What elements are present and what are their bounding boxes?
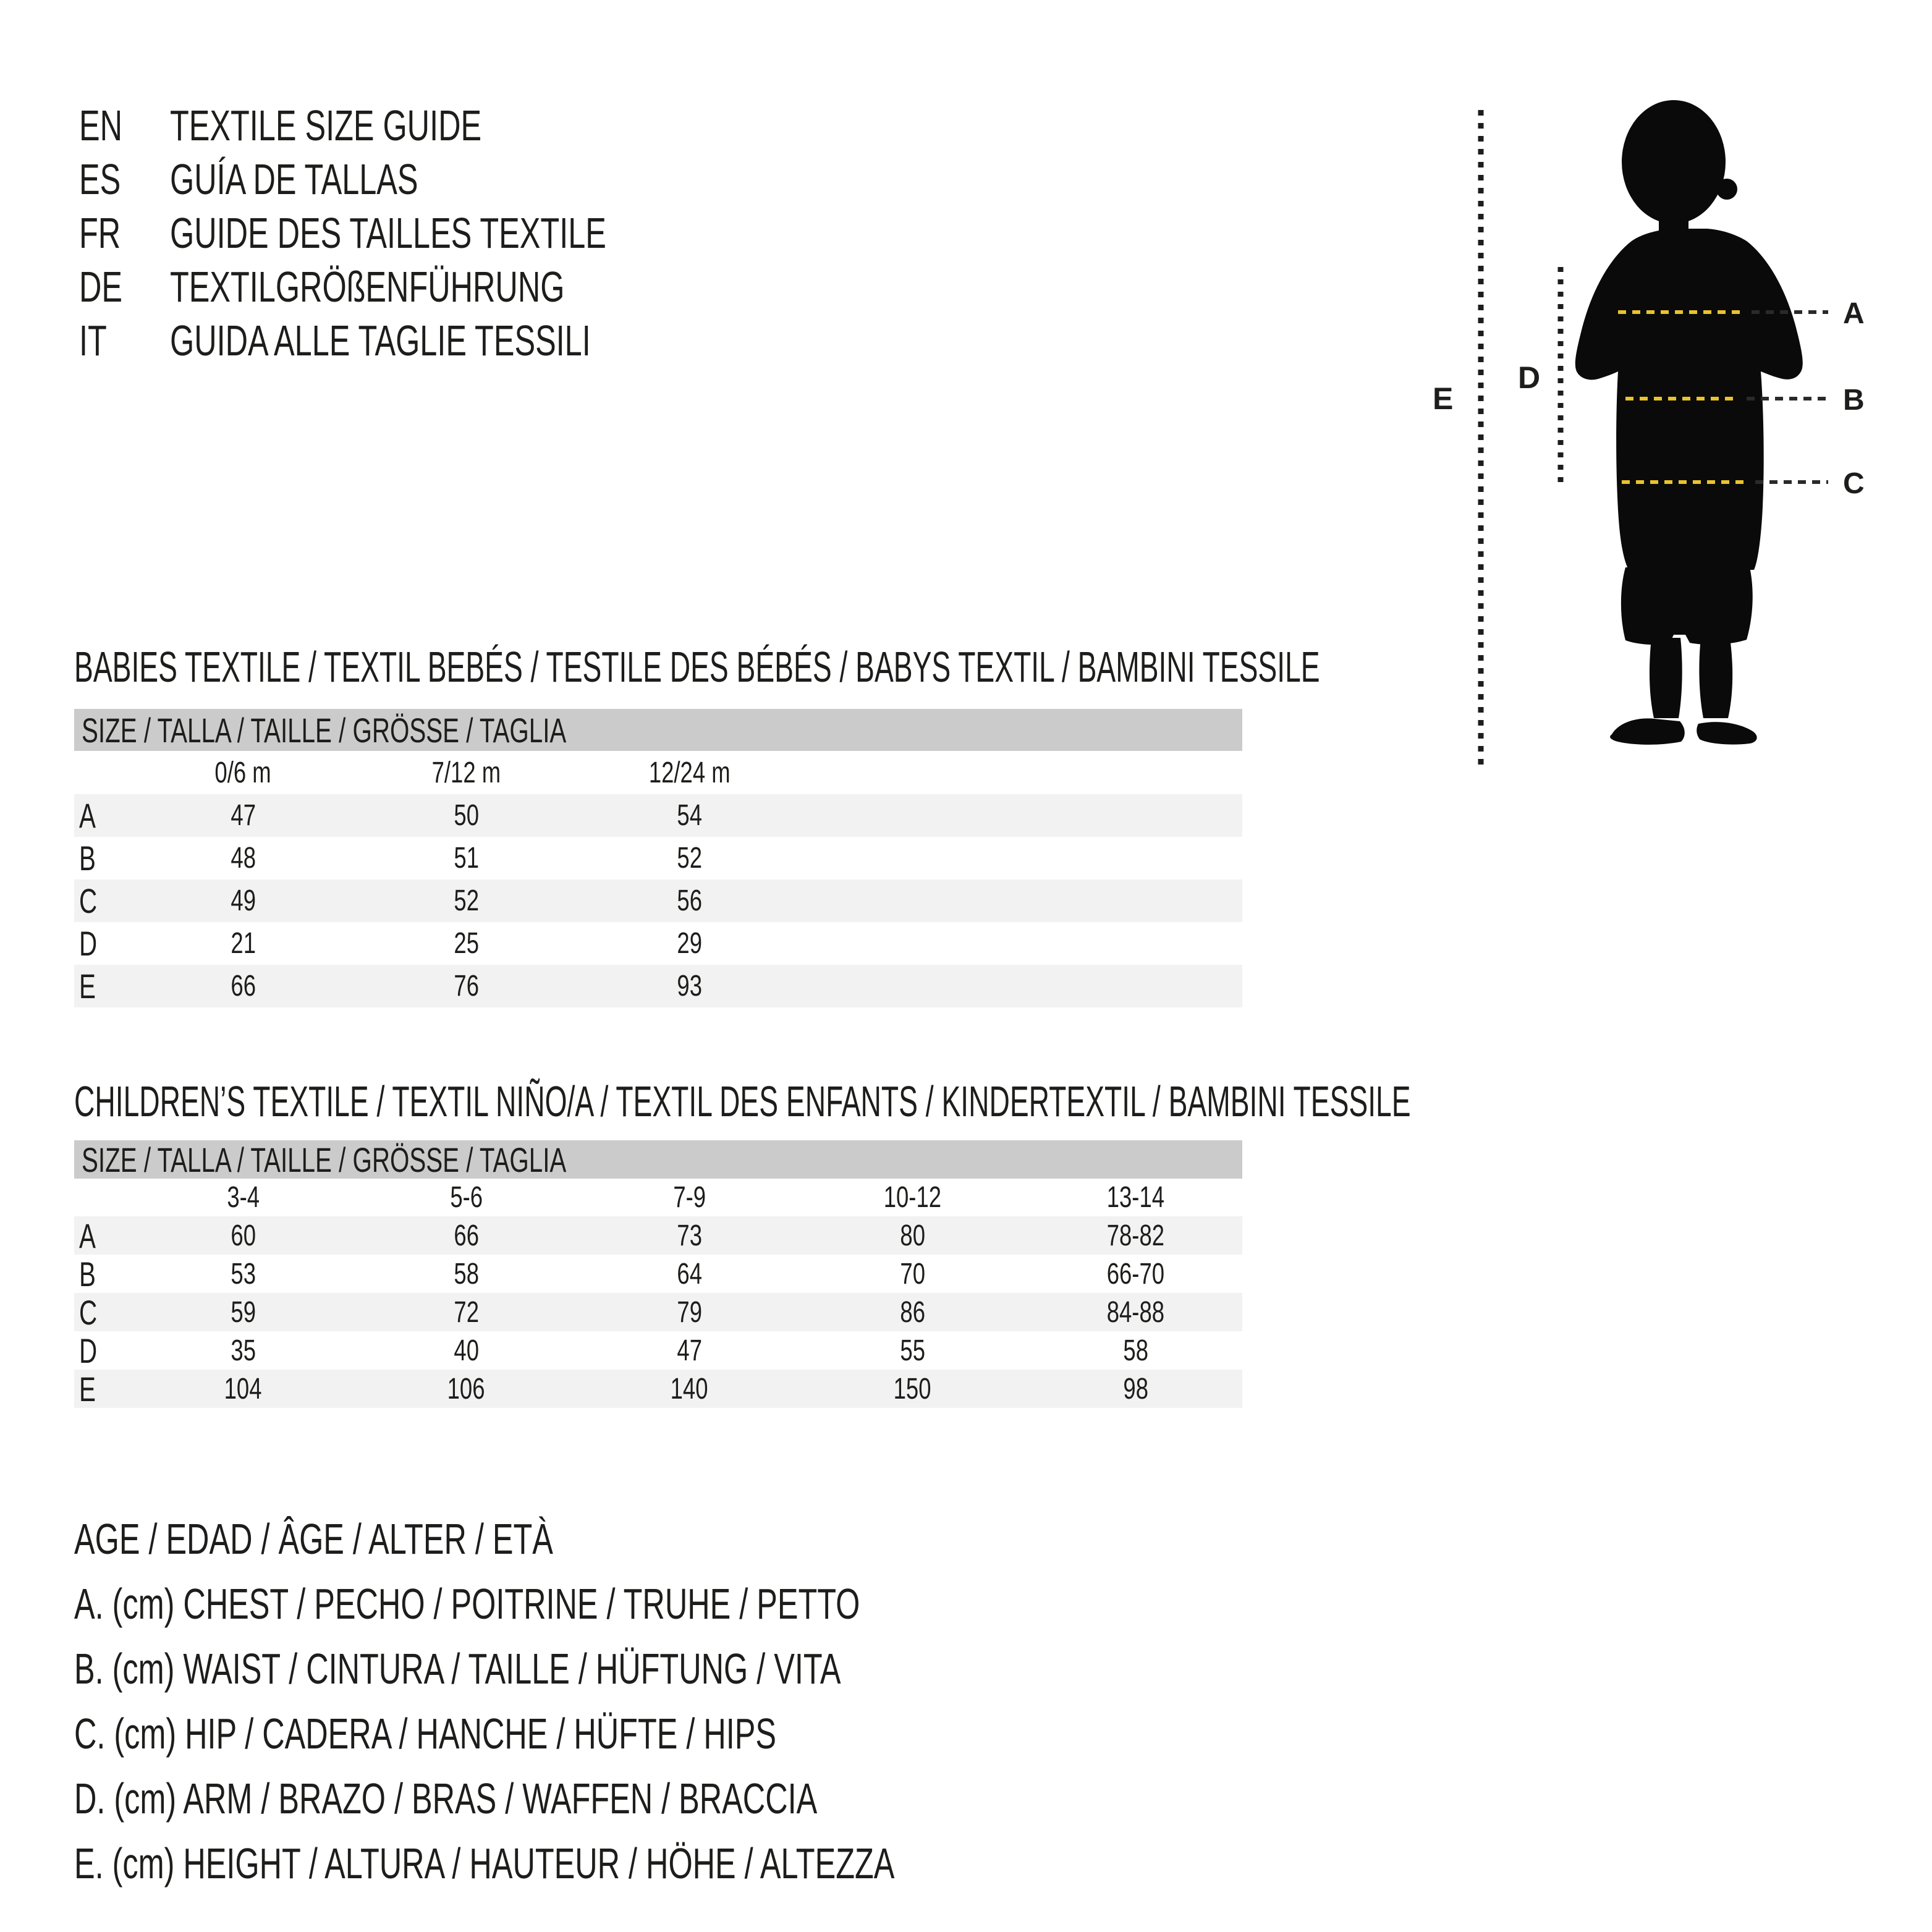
- children-value-text: 47: [677, 1334, 702, 1367]
- children-value-cell: [355, 1295, 578, 1329]
- language-title-text: GUIDA ALLE TAGLIE TESSILI: [170, 316, 591, 365]
- children-column-header-text: 3-4: [227, 1181, 260, 1214]
- children-table-row-c: [74, 1293, 1242, 1331]
- children-section-heading-text: CHILDREN’S TEXTILE / TEXTIL NIÑO/A / TEXTIL DES ENFANTS / KINDERTEXTIL / BAMBINI TESSILE: [74, 1077, 1411, 1125]
- children-value-cell: [132, 1219, 355, 1253]
- silhouette-shorts: [1621, 567, 1753, 645]
- language-title-text: TEXTILE SIZE GUIDE: [170, 101, 482, 150]
- children-row-label-text: B: [79, 1254, 96, 1294]
- children-value-cell: [132, 1372, 355, 1406]
- children-value-cell: [801, 1372, 1024, 1406]
- children-value-cell: [578, 1257, 801, 1291]
- babies-table-row-d: [74, 922, 1242, 965]
- children-value-text: 140: [671, 1372, 708, 1405]
- children-column-header-text: 7-9: [673, 1181, 706, 1214]
- legend-line-text: E. (cm) HEIGHT / ALTURA / HAUTEUR / HÖHE / ALTEZZA: [74, 1839, 895, 1888]
- language-code: [79, 211, 170, 255]
- figure-label-b: B: [1843, 384, 1865, 417]
- legend-line-5: [74, 1839, 1214, 1907]
- language-code: [79, 155, 170, 203]
- children-value-cell: [355, 1334, 578, 1368]
- babies-value-text: 48: [231, 842, 256, 875]
- children-section-heading: [74, 1078, 1932, 1124]
- babies-section-heading-text: BABIES TEXTILE / TEXTIL BEBÉS / TESTILE DES BÉBÉS / BABYS TEXTIL / BAMBINI TESSILE: [74, 643, 1320, 691]
- babies-column-header-row: [74, 751, 1242, 794]
- babies-value-text: 52: [677, 842, 702, 875]
- children-value-text: 79: [677, 1295, 702, 1329]
- language-row-de: [79, 265, 776, 319]
- children-row-label: [74, 1254, 132, 1294]
- language-code-text: IT: [79, 316, 107, 365]
- babies-value-text: 51: [454, 842, 479, 875]
- children-value-cell: [1024, 1334, 1247, 1368]
- babies-size-header-text: SIZE / TALLA / TAILLE / GRÖSSE / TAGLIA: [82, 710, 567, 750]
- babies-row-label: [74, 923, 132, 964]
- babies-value-cell: [132, 799, 355, 833]
- babies-value-cell: [578, 884, 801, 918]
- babies-value-cell: [355, 841, 578, 875]
- babies-value-cell: [132, 841, 355, 875]
- babies-value-cell: [355, 969, 578, 1003]
- children-column-header-text: 5-6: [450, 1181, 483, 1214]
- babies-value-text: 21: [231, 927, 256, 960]
- language-row-it: [79, 316, 776, 373]
- babies-value-cell: [578, 841, 801, 875]
- babies-value-cell: [578, 799, 801, 833]
- babies-table-row-b: [74, 837, 1242, 879]
- children-value-text: 98: [1123, 1372, 1148, 1405]
- babies-row-label-text: A: [79, 796, 96, 835]
- children-row-label: [74, 1216, 132, 1256]
- legend-line-text: A. (cm) CHEST / PECHO / POITRINE / TRUHE / PETTO: [74, 1580, 860, 1628]
- children-row-label: [74, 1369, 132, 1409]
- babies-value-text: 29: [677, 927, 702, 960]
- children-value-cell: [1024, 1257, 1247, 1291]
- babies-value-text: 52: [454, 884, 479, 917]
- children-value-text: 86: [900, 1295, 925, 1329]
- babies-column-header: [355, 756, 578, 790]
- children-value-cell: [578, 1219, 801, 1253]
- children-size-table: [74, 1140, 1242, 1408]
- babies-value-text: 76: [454, 970, 479, 1002]
- legend-line-1: [74, 1582, 1214, 1647]
- babies-row-label-text: D: [79, 924, 98, 963]
- language-title-text: TEXTILGRÖßENFÜHRUNG: [170, 263, 565, 311]
- children-value-text: 84-88: [1106, 1295, 1165, 1329]
- children-column-header: [1024, 1180, 1247, 1214]
- children-value-text: 106: [447, 1372, 485, 1405]
- children-value-cell: [355, 1372, 578, 1406]
- language-row-en: [79, 101, 776, 158]
- babies-row-label: [74, 966, 132, 1006]
- children-column-header-text: 13-14: [1106, 1181, 1165, 1214]
- children-value-text: 55: [900, 1334, 925, 1367]
- legend-line-text: AGE / EDAD / ÂGE / ALTER / ETÀ: [74, 1515, 553, 1563]
- children-value-text: 70: [900, 1257, 925, 1290]
- language-code-text: DE: [79, 263, 123, 311]
- children-value-text: 40: [454, 1334, 479, 1367]
- figure-label-a: A: [1843, 297, 1865, 330]
- legend-line-3: [74, 1712, 1214, 1777]
- legend-line-2: [74, 1647, 1214, 1712]
- silhouette-left-shoe: [1610, 718, 1685, 744]
- babies-value-text: 25: [454, 927, 479, 960]
- measurement-legend: [74, 1517, 1214, 1907]
- babies-row-label: [74, 795, 132, 836]
- babies-value-cell: [132, 926, 355, 960]
- babies-column-header: [578, 756, 801, 790]
- legend-line-text: D. (cm) ARM / BRAZO / BRAS / WAFFEN / BRACCIA: [74, 1774, 818, 1823]
- children-value-cell: [1024, 1219, 1247, 1253]
- children-value-cell: [355, 1219, 578, 1253]
- children-value-text: 58: [1123, 1334, 1148, 1367]
- babies-value-cell: [355, 884, 578, 918]
- children-value-text: 60: [231, 1219, 256, 1252]
- babies-table-row-c: [74, 879, 1242, 922]
- babies-value-cell: [355, 926, 578, 960]
- children-value-cell: [132, 1334, 355, 1368]
- children-table-row-a: [74, 1216, 1242, 1255]
- children-value-cell: [578, 1334, 801, 1368]
- babies-column-header-text: 12/24 m: [648, 756, 731, 789]
- children-value-text: 35: [231, 1334, 256, 1367]
- children-value-text: 53: [231, 1257, 256, 1290]
- children-value-text: 78-82: [1106, 1219, 1165, 1252]
- language-title: [170, 211, 776, 255]
- babies-size-header-bar: [74, 709, 1242, 751]
- figure-label-c: C: [1843, 467, 1865, 500]
- silhouette-ear: [1716, 179, 1737, 200]
- children-column-header-text: 10-12: [883, 1181, 942, 1214]
- children-value-cell: [132, 1295, 355, 1329]
- children-value-text: 80: [900, 1219, 925, 1252]
- children-value-cell: [801, 1295, 1024, 1329]
- children-value-text: 73: [677, 1219, 702, 1252]
- language-code: [79, 263, 170, 311]
- babies-table-row-e: [74, 965, 1242, 1007]
- children-size-header-text: SIZE / TALLA / TAILLE / GRÖSSE / TAGLIA: [82, 1140, 567, 1179]
- babies-row-label-text: E: [79, 967, 96, 1006]
- babies-value-text: 56: [677, 884, 702, 917]
- children-table-row-d: [74, 1331, 1242, 1370]
- children-column-header-row: [74, 1179, 1242, 1216]
- legend-line-text: B. (cm) WAIST / CINTURA / TAILLE / HÜFTUNG / VITA: [74, 1645, 841, 1693]
- babies-value-text: 66: [231, 970, 256, 1002]
- babies-value-text: 50: [454, 799, 479, 832]
- children-value-text: 104: [224, 1372, 262, 1405]
- babies-value-cell: [355, 799, 578, 833]
- children-value-text: 150: [894, 1372, 931, 1405]
- babies-column-header: [132, 756, 355, 790]
- children-column-header: [132, 1180, 355, 1214]
- babies-row-label-text: B: [79, 839, 96, 878]
- children-column-header: [801, 1180, 1024, 1214]
- children-value-text: 58: [454, 1257, 479, 1290]
- children-table-row-e: [74, 1370, 1242, 1408]
- legend-line-0: [74, 1517, 1214, 1582]
- language-code-text: EN: [79, 101, 123, 150]
- language-code-text: FR: [79, 209, 121, 257]
- children-row-label-text: E: [79, 1369, 96, 1409]
- language-title: [170, 155, 515, 203]
- legend-line-text: C. (cm) HIP / CADERA / HANCHE / HÜFTE / HIPS: [74, 1710, 777, 1758]
- babies-value-cell: [132, 969, 355, 1003]
- babies-section-heading: [74, 644, 1932, 690]
- babies-row-label: [74, 838, 132, 878]
- legend-line-4: [74, 1774, 1214, 1842]
- language-code: [79, 101, 170, 150]
- children-column-header: [578, 1180, 801, 1214]
- children-column-header: [355, 1180, 578, 1214]
- language-row-es: [79, 155, 776, 211]
- babies-value-cell: [578, 926, 801, 960]
- babies-value-cell: [578, 969, 801, 1003]
- language-title-list: [79, 101, 776, 373]
- children-value-cell: [578, 1295, 801, 1329]
- language-code: [79, 316, 170, 365]
- children-value-cell: [1024, 1372, 1247, 1406]
- children-table-row-b: [74, 1255, 1242, 1293]
- figure-label-d: D: [1518, 360, 1541, 395]
- children-row-label-text: A: [79, 1216, 96, 1255]
- language-code-text: ES: [79, 155, 121, 203]
- language-title-text: GUIDE DES TAILLES TEXTILE: [170, 209, 606, 257]
- babies-value-text: 47: [231, 799, 256, 832]
- babies-table-row-a: [74, 794, 1242, 837]
- children-value-cell: [801, 1334, 1024, 1368]
- children-value-cell: [355, 1257, 578, 1291]
- children-value-text: 59: [231, 1295, 256, 1329]
- children-row-label: [74, 1331, 132, 1371]
- silhouette-right-shoe: [1697, 722, 1756, 744]
- children-value-cell: [578, 1372, 801, 1406]
- children-value-text: 64: [677, 1257, 702, 1290]
- language-row-fr: [79, 211, 776, 265]
- children-value-cell: [1024, 1295, 1247, 1329]
- babies-value-text: 49: [231, 884, 256, 917]
- children-row-label: [74, 1292, 132, 1332]
- children-value-cell: [801, 1219, 1024, 1253]
- babies-value-text: 93: [677, 970, 702, 1002]
- children-value-text: 66-70: [1106, 1257, 1165, 1290]
- children-row-label-text: D: [79, 1331, 98, 1370]
- language-title: [170, 316, 754, 365]
- children-value-cell: [801, 1257, 1024, 1291]
- figure-label-e: E: [1433, 381, 1454, 416]
- babies-value-text: 54: [677, 799, 702, 832]
- children-value-text: 66: [454, 1219, 479, 1252]
- children-size-header-bar: [74, 1140, 1242, 1179]
- children-value-text: 72: [454, 1295, 479, 1329]
- babies-row-label: [74, 881, 132, 921]
- language-title-text: GUÍA DE TALLAS: [170, 155, 418, 203]
- babies-value-cell: [132, 884, 355, 918]
- children-value-cell: [132, 1257, 355, 1291]
- babies-column-header-text: 0/6 m: [214, 756, 272, 789]
- language-title: [170, 101, 603, 150]
- babies-row-label-text: C: [79, 881, 98, 920]
- children-row-label-text: C: [79, 1292, 98, 1332]
- babies-size-table: [74, 709, 1242, 1007]
- babies-column-header-text: 7/12 m: [431, 756, 501, 789]
- language-title: [170, 263, 718, 311]
